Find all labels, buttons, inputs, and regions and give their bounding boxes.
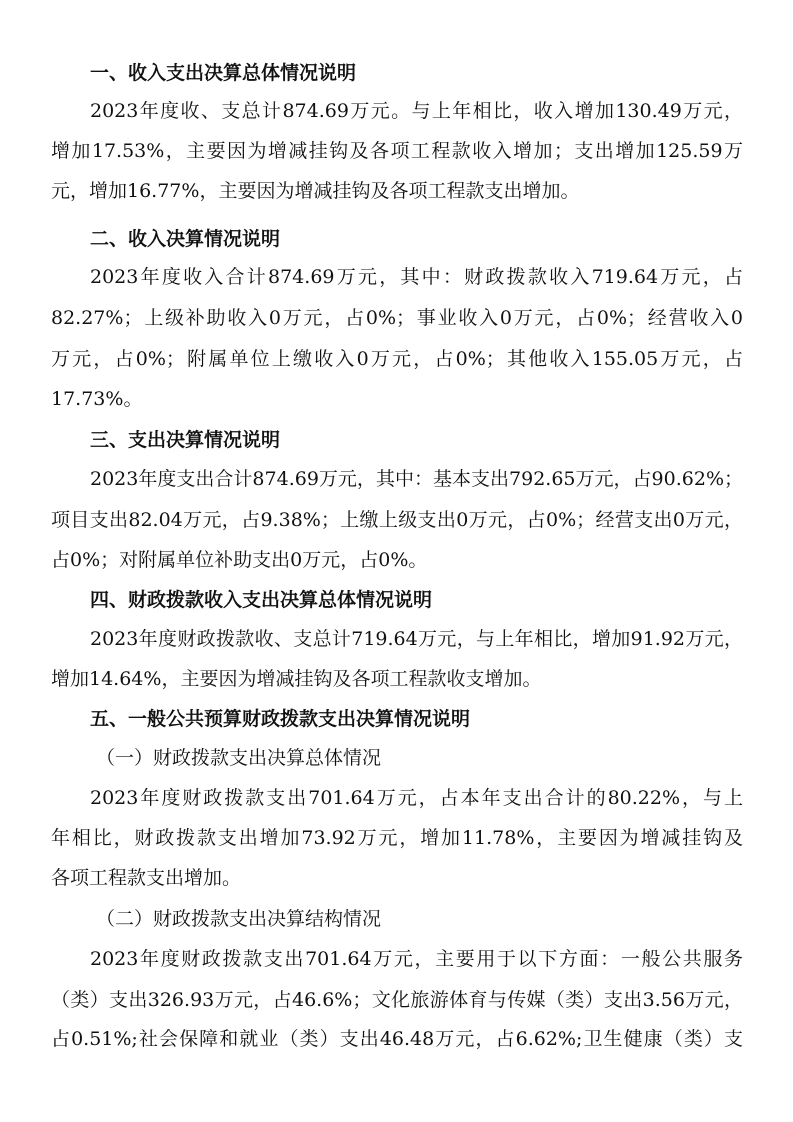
section-5-2-subheading: （二）财政拨款支出决算结构情况	[96, 908, 382, 930]
section-5-1-paragraph-line: 2023年度财政拨款支出701.64万元，占本年支出合计的80.22%，与上	[90, 787, 743, 809]
section-4-paragraph-line: 增加14.64%，主要因为增减挂钩及各项工程款收支增加。	[51, 668, 542, 690]
section-3-paragraph-line: 占0%；对附属单位补助支出0万元，占0%。	[51, 549, 428, 571]
section-5-1-paragraph-line: 各项工程款支出增加。	[51, 867, 242, 889]
section-3-paragraph-line: 项目支出82.04万元，占9.38%；上缴上级支出0万元，占0%；经营支出0万元，	[51, 509, 743, 531]
section-1-paragraph-line: 2023年度收、支总计874.69万元。与上年相比，收入增加130.49万元，	[90, 100, 743, 122]
section-5-2-paragraph-line: 2023年度财政拨款支出701.64万元，主要用于以下方面：一般公共服务	[90, 948, 743, 970]
section-1-heading: 一、收入支出决算总体情况说明	[90, 62, 357, 84]
section-2-paragraph-line: 万元，占0%；附属单位上缴收入0万元，占0%；其他收入155.05万元，占	[51, 348, 743, 370]
section-4-heading: 四、财政拨款收入支出决算总体情况说明	[90, 589, 433, 611]
section-5-1-paragraph-line: 年相比，财政拨款支出增加73.92万元，增加11.78%，主要因为增减挂钩及	[51, 827, 743, 849]
section-3-paragraph-line: 2023年度支出合计874.69万元，其中：基本支出792.65万元，占90.62%；	[90, 468, 743, 490]
section-2-heading: 二、收入决算情况说明	[90, 228, 281, 250]
section-5-1-subheading: （一）财政拨款支出决算总体情况	[96, 747, 382, 769]
section-3-heading: 三、支出决算情况说明	[90, 429, 281, 451]
section-1-paragraph-line: 元，增加16.77%，主要因为增减挂钩及各项工程款支出增加。	[51, 180, 580, 202]
section-2-paragraph-line: 2023年度收入合计874.69万元，其中：财政拨款收入719.64万元，占	[90, 266, 743, 288]
section-4-paragraph-line: 2023年度财政拨款收、支总计719.64万元，与上年相比，增加91.92万元，	[90, 628, 743, 650]
section-2-paragraph-line: 82.27%；上级补助收入0万元，占0%；事业收入0万元，占0%；经营收入0	[51, 307, 743, 329]
section-5-2-paragraph-line: （类）支出326.93万元，占46.6%；文化旅游体育与传媒（类）支出3.56万元，	[51, 989, 743, 1011]
section-2-paragraph-line: 17.73%。	[51, 388, 143, 410]
section-5-2-paragraph-line: 占0.51%;社会保障和就业（类）支出46.48万元，占6.62%;卫生健康（类）支	[51, 1028, 743, 1050]
section-5-heading: 五、一般公共预算财政拨款支出决算情况说明	[90, 708, 471, 730]
section-1-paragraph-line: 增加17.53%，主要因为增减挂钩及各项工程款收入增加；支出增加125.59万	[51, 140, 743, 162]
